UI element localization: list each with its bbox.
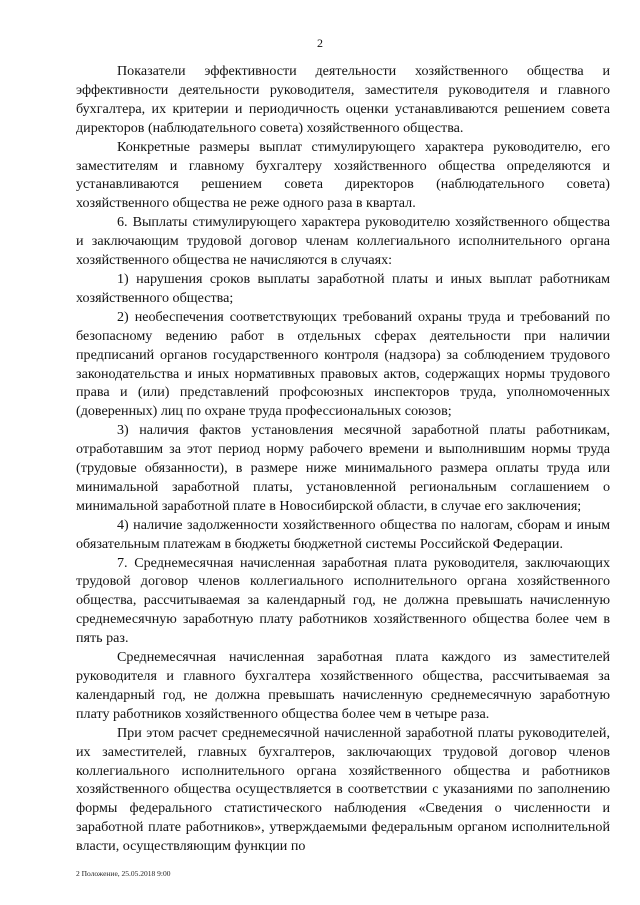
paragraph-salary-calculation: При этом расчет среднемесячной начисленной заработной платы руководителей, их заместителей, главных бухгалтеров, заключающих трудовой договор членов коллегиального исполнительного органа хозяйственного общества и работников хозяйственного общества осуществляется в соответствии с указаниями по заполнению формы федерального статистического наблюдения «Сведения о численности и заработной плате работников», утверждаемыми федеральным органом исполнительной власти, осуществляющим функции по <box>76 724 610 855</box>
footer-document-label: 2 Положение, 25.05.2018 9:00 <box>76 869 171 878</box>
paragraph-clause-6: 6. Выплаты стимулирующего характера руководителю хозяйственного общества и заключающим трудовой договор членам коллегиального исполнительного органа хозяйственного общества не начисляются в случаях: <box>76 214 610 269</box>
paragraph-deputies-salary: Среднемесячная начисленная заработная плата каждого из заместителей руководителя и главного бухгалтера хозяйственного общества, рассчитываемая за календарный год, не должна превышать начисленную среднемесячную заработную плату работников хозяйственного общества более чем в четыре раза. <box>76 649 610 722</box>
paragraph-bonus-amounts: Конкретные размеры выплат стимулирующего характера руководителю, его заместителям и главному бухгалтеру хозяйственного общества определяются и устанавливаются решением совета директоров (наблюдательного совета) хозяйственного общества не реже одного раза в квартал. <box>76 138 610 212</box>
paragraph-performance-indicators: Показатели эффективности деятельности хозяйственного общества и эффективности деятельности руководителя, заместителя руководителя и главного бухгалтера, их критерии и периодичность оценки устанавливаются решением совета директоров (наблюдательного совета) хозяйственного общества. <box>76 63 610 136</box>
paragraph-clause-7: 7. Среднемесячная начисленная заработная плата руководителя, заключающих трудовой договор членов коллегиального исполнительного органа хозяйственного общества, рассчитываемая за календарный год, не должна превышать начисленную среднемесячную заработную плату работников хозяйственного общества более чем в пять раз. <box>76 554 610 647</box>
paragraph-case-4: 4) наличие задолженности хозяйственного общества по налогам, сборам и иным обязательным платежам в бюджеты бюджетной системы Российской Федерации. <box>76 516 610 552</box>
paragraph-case-2: 2) необеспечения соответствующих требований охраны труда и требований по безопасному ведению работ в отдельных сферах деятельности при наличии предписаний органов государственного контроля (надзора) за соблюдением трудового законодательства и иных нормативных правовых актов, содержащих нормы трудового права и (или) представлений профсоюзных инспекторов труда, уполномоченных (доверенных) лиц по охране труда профессиональных союзов; <box>76 308 610 420</box>
document-body <box>76 62 610 856</box>
page-number: 2 <box>317 36 323 50</box>
paragraph-case-3: 3) наличия фактов установления месячной заработной платы работникам, отработавшим за этот период норму рабочего времени и выполнившим нормы труда (трудовые обязанности), в размере ниже минимального размера оплаты труда или минимальной заработной платы, установленной региональным соглашением о минимальной заработной плате в Новосибирской области, в случае его заключения; <box>76 422 610 514</box>
paragraph-case-1: 1) нарушения сроков выплаты заработной платы и иных выплат работникам хозяйственного общества; <box>76 270 610 306</box>
